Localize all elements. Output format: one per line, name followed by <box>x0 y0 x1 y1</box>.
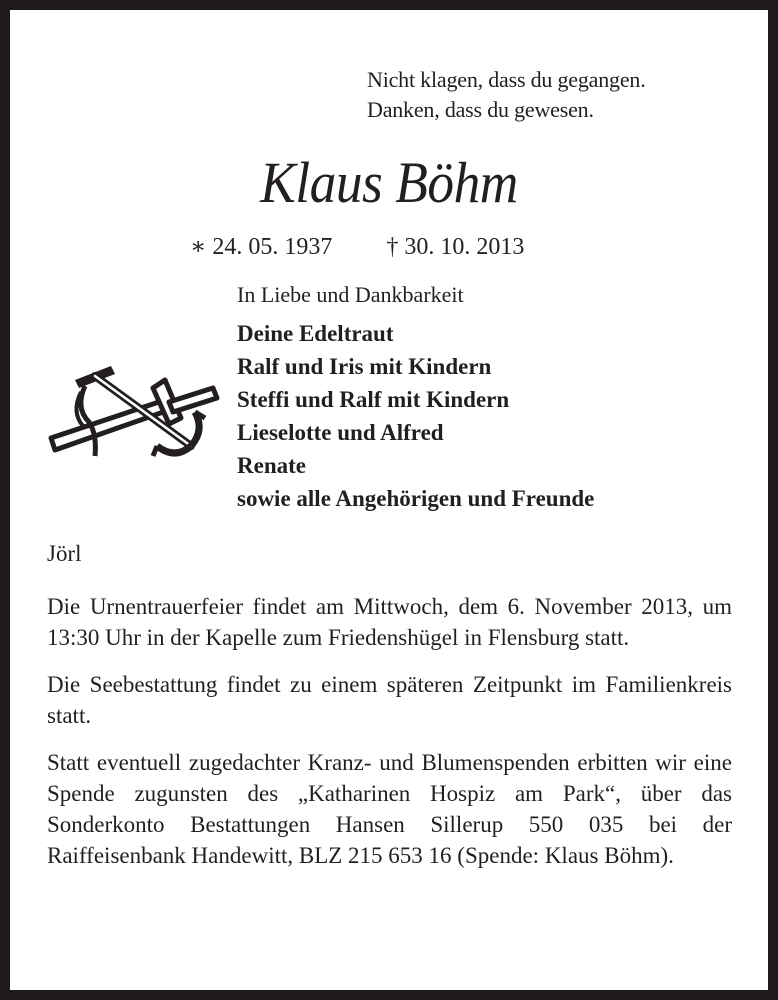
obituary-notice <box>10 10 768 990</box>
mourner-line: Deine Edeltraut <box>237 321 394 346</box>
mourner-line: Renate <box>237 453 306 478</box>
sea-burial-paragraph: Die Seebestattung findet zu einem späteren Zeitpunkt im Familienkreis statt. <box>47 672 732 728</box>
donation-paragraph: Statt eventuell zugedachter Kranz- und Blumenspenden erbitten wir eine Spende zugunsten des „Katharinen Hospiz am Park“, über das Sonderkonto Bestattungen Hansen Sillerup 550 035 bei der Raiffeisenbank Handewitt, BLZ 215 653 16 (Spende: Klaus Böhm). <box>47 750 732 868</box>
mourner-line: Lieselotte und Alfred <box>237 420 444 445</box>
motto-line: Nicht klagen, dass du gegangen. <box>367 67 646 92</box>
mourner-line: sowie alle Angehörigen und Freunde <box>237 486 595 511</box>
death-date: † 30. 10. 2013 <box>386 234 525 260</box>
funeral-service-paragraph: Die Urnentrauerfeier findet am Mittwoch, dem 6. November 2013, um 13:30 Uhr in der Kapelle zum Friedenshügel in Flensburg statt. <box>47 594 732 650</box>
motto-quote <box>367 65 646 125</box>
mourner-line: Steffi und Ralf mit Kindern <box>237 387 510 412</box>
birth-date: ∗ 24. 05. 1937 <box>190 234 333 260</box>
place-name: Jörl <box>47 541 82 566</box>
thanks-line: In Liebe und Dankbarkeit <box>237 282 464 307</box>
life-dates <box>190 232 524 261</box>
mourner-line: Ralf und Iris mit Kindern <box>237 354 492 379</box>
notice-body <box>47 538 732 887</box>
anchor-and-cross-icon <box>45 360 220 470</box>
mourners-list <box>237 317 594 515</box>
deceased-name: Klaus Böhm <box>260 150 518 215</box>
motto-line: Danken, dass du gewesen. <box>367 97 594 122</box>
